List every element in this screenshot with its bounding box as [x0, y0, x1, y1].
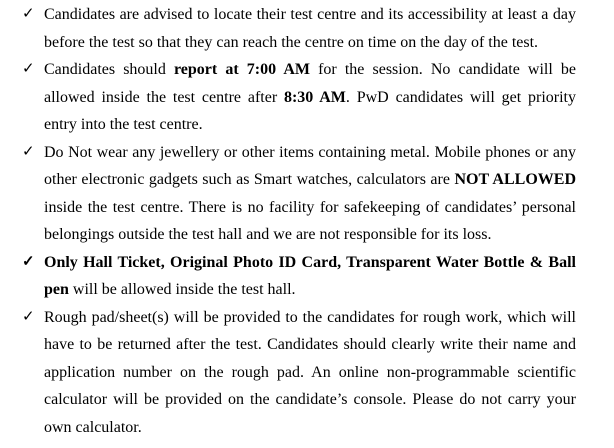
- instruction-item-allowed-items: [0, 249, 614, 304]
- checkmark-icon: ✓: [22, 61, 35, 77]
- instruction-text: [44, 309, 576, 436]
- text-segment: for the session. No candidate will be allowed inside the test centre after: [44, 61, 577, 106]
- text-segment: Candidates should: [44, 61, 174, 78]
- text-segment: . PwD candidates will get priority entry into the test centre.: [44, 88, 576, 133]
- checkmark-icon: ✓: [22, 253, 35, 270]
- checkmark-icon: ✓: [22, 6, 35, 22]
- instruction-text: [44, 6, 576, 51]
- instruction-text: [44, 61, 576, 133]
- text-segment: inside the test centre. There is no facility for safekeeping of candidates’ personal belongings outside the test hall and we are not responsible for its loss.: [44, 198, 576, 243]
- instruction-item-test-centre: [0, 1, 614, 56]
- text-segment: Do Not wear any jewellery or other items containing metal. Mobile phones or any other electronic gadgets such as Smart watches, calculators are: [44, 143, 576, 188]
- instruction-item-prohibited-items: [0, 139, 614, 249]
- checkmark-icon: ✓: [22, 308, 35, 325]
- reporting-time-emphasis: report at 7:00 AM: [173, 61, 310, 78]
- not-allowed-emphasis: NOT ALLOWED: [454, 171, 576, 188]
- text-segment: Candidates are advised to locate their test centre and its accessibility at least a day before the test so that they can reach the centre on time on the day of the test.: [44, 6, 576, 51]
- instruction-text: [44, 254, 576, 299]
- instruction-text: [44, 144, 576, 244]
- text-segment: will be allowed inside the test hall.: [68, 281, 296, 298]
- allowed-items-emphasis: Only Hall Ticket, Original Photo ID Card, Transparent Water Bottle & Ball pen: [44, 253, 576, 298]
- instruction-item-reporting-time: [0, 56, 614, 139]
- entry-deadline-emphasis: 8:30 AM: [283, 88, 346, 106]
- instruction-item-rough-pad: [0, 304, 614, 442]
- checkmark-icon: ✓: [22, 143, 35, 160]
- text-segment: Rough pad/sheet(s) will be provided to the candidates for rough work, which will have to be returned after the test. Candidates should clearly write their name and application number on the rough pad. An online non-programmable scientific calculator will be provided on the candidate’s console. Please do not carry your own calculator.: [44, 308, 576, 436]
